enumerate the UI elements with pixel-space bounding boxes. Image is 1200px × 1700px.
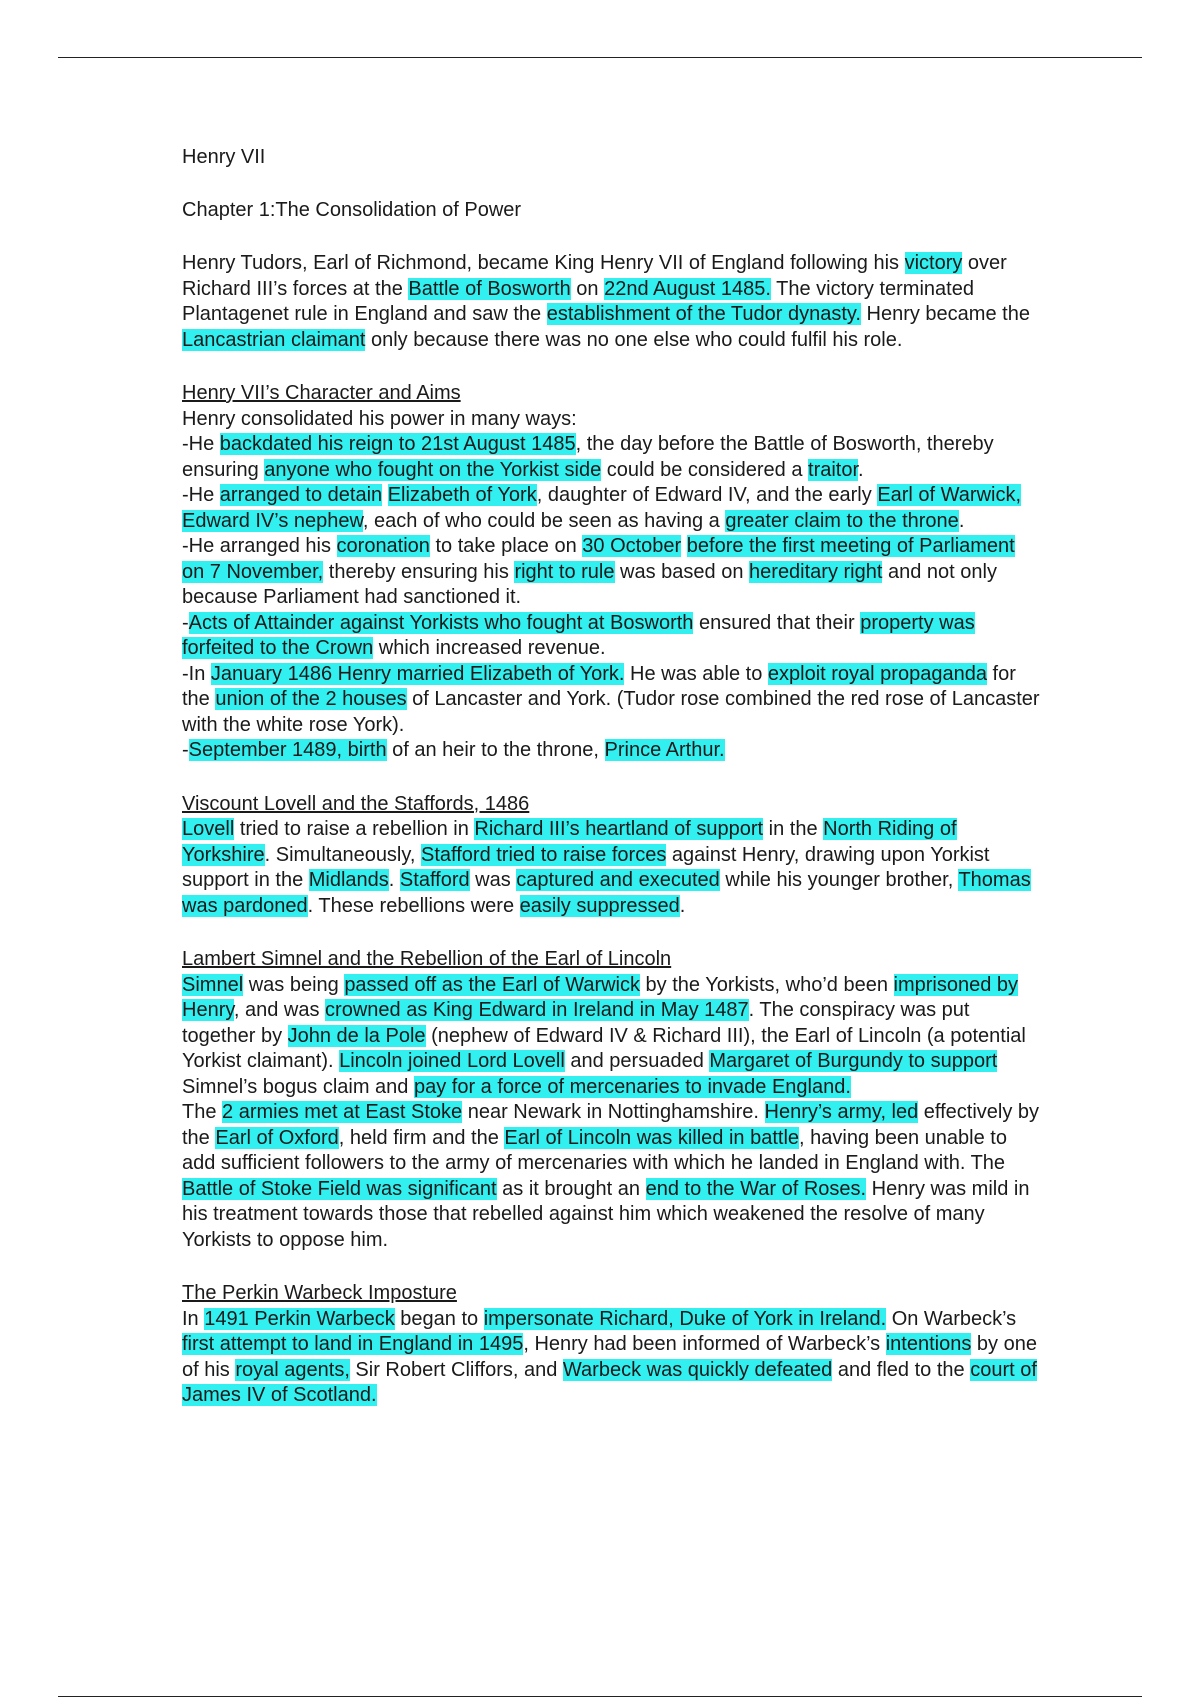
highlighted-text: traitor — [808, 458, 859, 481]
highlighted-text: right to rule — [514, 560, 615, 583]
paragraph: Simnel was being passed off as the Earl of Warwick by the Yorkists, who’d been imprisoned by Henry, and was crowned as King Edward in Ireland in May 1487. The conspiracy was put together by John de la Pole (nephew of Edward IV & Richard III), the Earl of Lincoln (a potential Yorkist claimant). Lincoln joined Lord Lovell and persuaded Margaret of Burgundy to support Simnel’s bogus claim and pay for a force of mercenaries to invade England. — [182, 973, 1026, 1098]
paragraph: -He arranged his coronation to take place on 30 October before the first meeting of Parliament on 7 November, thereby ensuring his right to rule was based on hereditary right and not only because Parliament had sanctioned it. — [182, 535, 1015, 608]
highlighted-text: John de la Pole — [287, 1024, 426, 1047]
paragraph: -He backdated his reign to 21st August 1485, the day before the Battle of Bosworth, thereby ensuring anyone who fought on the Yorkist side could be considered a traitor. — [182, 433, 994, 481]
highlighted-text: Battle of Bosworth — [408, 277, 571, 300]
highlighted-text: Earl of Oxford — [215, 1126, 339, 1149]
highlighted-text: Midlands — [308, 869, 389, 891]
highlighted-text: Earl of Lincoln was killed in battle — [504, 1126, 800, 1149]
highlighted-text: crowned as King Edward in Ireland in May 1487 — [325, 999, 749, 1021]
bottom-rule — [58, 1696, 1142, 1697]
highlighted-text: Prince Arthur. — [604, 739, 725, 761]
highlighted-text: anyone who fought on the Yorkist side — [264, 458, 602, 481]
highlighted-text: greater claim to the throne — [725, 509, 959, 532]
paragraph: In 1491 Perkin Warbeck began to impersonate Richard, Duke of York in Ireland. On Warbeck’s first attempt to land in England in 1495, Henry had been informed of Warbeck’s intentions by one of his royal agents, Sir Robert Cliffors, and Warbeck was quickly defeated and fled to the court of James IV of Scotland. — [182, 1307, 1037, 1406]
highlighted-text: Richard III’s heartland of support — [474, 818, 764, 840]
section-heading-lovell-staffords: Viscount Lovell and the Staffords, 1486 — [182, 792, 530, 815]
highlighted-text: backdated his reign to 21st August 1485 — [219, 433, 576, 455]
highlighted-text: first attempt to land in England in 1495 — [182, 1333, 524, 1355]
highlighted-text: Stafford — [399, 869, 470, 891]
paragraph: The 2 armies met at East Stoke near Newark in Nottinghamshire. Henry’s army, led effectively by the Earl of Oxford, held firm and the Earl of Lincoln was killed in battle, having been unable to add sufficient followers to the army of mercenaries with which he landed in England with. The Battle of Stoke Field was significant as it brought an end to the War of Roses. Henry was mild in his treatment towards those that rebelled against him which weakened the resolve of many Yorkists to oppose him. — [182, 1101, 1040, 1251]
highlighted-text: Warbeck was quickly defeated — [562, 1358, 833, 1381]
highlighted-text: establishment of the Tudor dynasty. — [546, 303, 861, 325]
paragraph: Henry consolidated his power in many ways: — [182, 407, 577, 430]
highlighted-text: 2 armies met at East Stoke — [222, 1101, 463, 1123]
highlighted-text: Stafford tried to raise forces — [421, 843, 667, 866]
highlighted-text: easily suppressed — [519, 894, 680, 917]
highlighted-text: Elizabeth of York — [387, 484, 537, 506]
paragraph: -In January 1486 Henry married Elizabeth of York. He was able to exploit royal propaganda for the union of the 2 houses of Lancaster and York. (Tudor rose combined the red rose of Lancaster with the white rose York). — [182, 662, 1040, 736]
highlighted-text: end to the War of Roses. — [645, 1177, 867, 1200]
highlighted-text: Battle of Stoke Field was significant — [182, 1177, 497, 1200]
highlighted-text: Lancastrian claimant — [182, 328, 366, 351]
highlighted-text: before the first meeting of Parliament on 7 November, — [182, 535, 1015, 583]
highlighted-text: passed off as the Earl of Warwick — [344, 973, 640, 996]
highlighted-text: pay for a force of mercenaries to invade England. — [413, 1075, 851, 1098]
highlighted-text: September 1489, birth — [188, 739, 387, 761]
highlighted-text: Henry’s army, led — [764, 1101, 919, 1123]
top-rule — [58, 57, 1142, 58]
highlighted-text: 22nd August 1485. — [604, 277, 771, 300]
highlighted-text: intentions — [885, 1333, 972, 1355]
highlighted-text: victory — [904, 252, 963, 274]
highlighted-text: 1491 Perkin Warbeck — [204, 1307, 395, 1330]
highlighted-text: Simnel — [182, 973, 244, 996]
highlighted-text: captured and executed — [516, 869, 720, 891]
highlighted-text: Earl of Warwick, Edward IV’s nephew — [182, 484, 1022, 532]
highlighted-text: exploit royal propaganda — [767, 662, 987, 685]
section-heading-simnel-lincoln: Lambert Simnel and the Rebellion of the Earl of Lincoln — [182, 948, 672, 970]
highlighted-text: court of James IV of Scotland. — [182, 1358, 1037, 1406]
intro-paragraph: Henry Tudors, Earl of Richmond, became King Henry VII of England following his victory over Richard III’s forces at the Battle of Bosworth on 22nd August 1485. The victory terminated Plantagenet rule in England and saw the establishment of the Tudor dynasty. Henry became the Lancastrian claimant only because there was no one else who could fulfil his role. — [182, 252, 1030, 351]
highlighted-text: impersonate Richard, Duke of York in Ireland. — [483, 1307, 887, 1330]
highlighted-text: 30 October — [582, 535, 682, 557]
chapter-title: Chapter 1:The Consolidation of Power — [182, 198, 522, 221]
highlighted-text: Margaret of Burgundy to support — [709, 1050, 998, 1072]
paragraph: Lovell tried to raise a rebellion in Richard III’s heartland of support in the North Riding of Yorkshire. Simultaneously, Stafford tried to raise forces against Henry, drawing upon Yorkist support in the Midlands. Stafford was captured and executed while his younger brother, Thomas was pardoned. These rebellions were easily suppressed. — [182, 818, 1031, 917]
highlighted-text: hereditary right — [749, 560, 883, 583]
paragraph: -Acts of Attainder against Yorkists who fought at Bosworth ensured that their property was forfeited to the Crown which increased revenue. — [182, 611, 975, 659]
highlighted-text: imprisoned by Henry — [182, 973, 1019, 1021]
highlighted-text: royal agents, — [235, 1358, 350, 1381]
highlighted-text: North Riding of Yorkshire — [182, 818, 957, 866]
highlighted-text: property was forfeited to the Crown — [182, 611, 975, 659]
highlighted-text: arranged to detain — [219, 484, 383, 506]
highlighted-text: union of the 2 houses — [215, 688, 407, 710]
paragraph: -He arranged to detain Elizabeth of York, daughter of Edward IV, and the early Earl of Warwick, Edward IV’s nephew, each of who could be seen as having a greater claim to the throne. — [182, 484, 1022, 532]
document-body — [182, 145, 1042, 1409]
section-heading-warbeck: The Perkin Warbeck Imposture — [182, 1282, 457, 1304]
highlighted-text: Acts of Attainder against Yorkists who fought at Bosworth — [188, 611, 694, 634]
highlighted-text: January 1486 Henry married Elizabeth of York. — [210, 662, 625, 685]
highlighted-text: coronation — [336, 535, 430, 557]
paragraph: -September 1489, birth of an heir to the throne, Prince Arthur. — [182, 739, 725, 761]
highlighted-text: Lovell — [182, 818, 235, 840]
highlighted-text: Lincoln joined Lord Lovell — [339, 1050, 565, 1072]
document-title: Henry VII — [182, 146, 266, 168]
section-heading-character-aims: Henry VII’s Character and Aims — [182, 382, 461, 404]
highlighted-text: Thomas was pardoned — [182, 869, 1031, 917]
